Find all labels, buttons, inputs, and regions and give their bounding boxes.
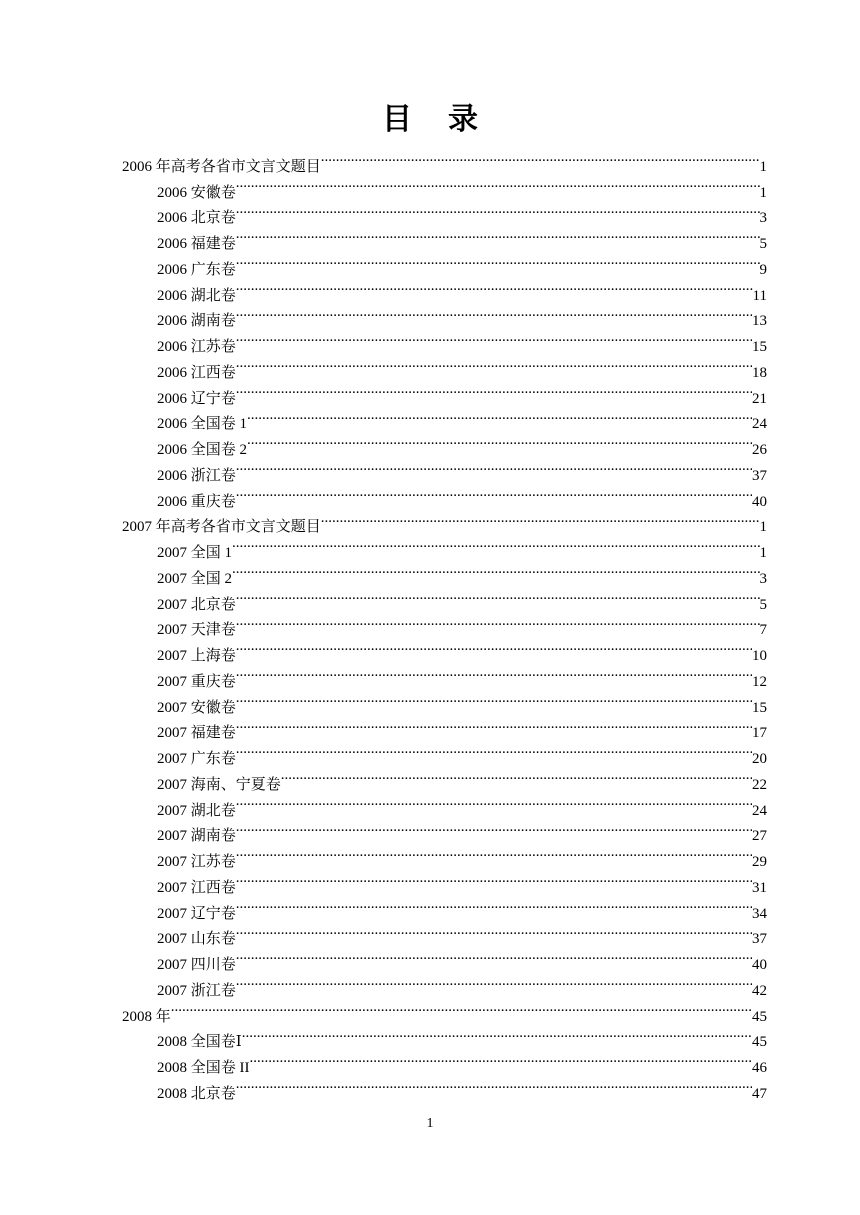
toc-entry-label: 2007 浙江卷 bbox=[157, 982, 236, 999]
toc-entry-page: 15 bbox=[752, 339, 767, 355]
toc-dot-leader bbox=[321, 506, 760, 532]
toc-entry-label: 2007 四川卷 bbox=[157, 957, 236, 973]
toc-dot-leader bbox=[236, 815, 752, 841]
toc-entry-label: 2008 年 bbox=[122, 1008, 171, 1025]
toc-dot-leader bbox=[236, 969, 752, 995]
toc-dot-leader bbox=[232, 531, 759, 557]
toc-dot-leader bbox=[236, 634, 752, 660]
toc-dot-leader bbox=[236, 583, 760, 609]
toc-entry-label: 2006 福建卷 bbox=[157, 236, 236, 252]
toc-entry-label: 2007 湖北卷 bbox=[157, 802, 236, 819]
toc-entry-label: 2008 北京卷 bbox=[157, 1085, 236, 1102]
toc-entry-label: 2006 浙江卷 bbox=[157, 467, 236, 484]
toc-entry-page: 15 bbox=[752, 699, 767, 716]
toc-dot-leader bbox=[236, 686, 752, 712]
toc-entry-label: 2006 年高考各省市文言文题目 bbox=[122, 158, 321, 175]
toc-entry-label: 2006 全国卷 2 bbox=[157, 442, 248, 458]
toc-entry-label: 2007 天津卷 bbox=[157, 622, 236, 639]
toc-entry-label: 2007 山东卷 bbox=[157, 931, 236, 948]
toc-entry-page: 17 bbox=[752, 725, 767, 742]
toc-entry-page: 1 bbox=[759, 184, 767, 201]
toc-entry-label: 2006 广东卷 bbox=[157, 261, 236, 278]
toc-entry-label: 2007 广东卷 bbox=[157, 751, 236, 767]
page-title: 目录 bbox=[382, 102, 514, 137]
toc-entry-label: 2006 重庆卷 bbox=[157, 493, 236, 510]
toc-dot-leader bbox=[236, 918, 752, 944]
toc-entry-label: 2006 辽宁卷 bbox=[157, 390, 236, 407]
toc-dot-leader bbox=[236, 351, 752, 377]
toc-entry-label: 2007 江西卷 bbox=[157, 879, 236, 896]
toc-entry-label: 2008 全国卷 II bbox=[157, 1060, 250, 1076]
toc-dot-leader bbox=[236, 325, 752, 351]
toc-entry-label: 2006 湖北卷 bbox=[157, 287, 236, 304]
toc-dot-leader bbox=[236, 737, 752, 763]
toc-entry-label: 2007 湖南卷 bbox=[157, 828, 236, 845]
toc-dot-leader bbox=[236, 274, 753, 300]
toc-entry-page: 7 bbox=[759, 622, 767, 639]
toc-entry-label: 2007 全国 2 bbox=[157, 570, 233, 587]
toc-dot-leader bbox=[236, 712, 752, 738]
toc-entry-page: 24 bbox=[752, 416, 767, 433]
toc-entry-page: 1 bbox=[759, 519, 767, 536]
toc-entry-label: 2006 北京卷 bbox=[157, 210, 236, 227]
toc-entry-label: 2007 海南、宁夏卷 bbox=[157, 776, 281, 793]
toc-entry-page: 5 bbox=[759, 596, 767, 613]
toc-entry-page: 24 bbox=[752, 802, 767, 819]
toc-dot-leader bbox=[236, 377, 752, 403]
toc-entry[interactable] bbox=[122, 1021, 767, 1051]
toc-entry-page: 27 bbox=[752, 828, 767, 845]
toc-entry-page: 3 bbox=[759, 570, 767, 587]
toc-entry-label: 2007 年高考各省市文言文题目 bbox=[122, 519, 321, 536]
toc-entry-page: 37 bbox=[752, 931, 767, 948]
toc-entry-label: 2007 重庆卷 bbox=[157, 673, 236, 690]
toc-entry-label: 2006 安徽卷 bbox=[157, 184, 236, 201]
toc-entry-page: 40 bbox=[752, 493, 767, 510]
toc-entry-page: 45 bbox=[752, 1034, 767, 1051]
toc-dot-leader bbox=[236, 248, 760, 274]
toc-dot-leader bbox=[236, 197, 760, 223]
toc-entry-label: 2007 辽宁卷 bbox=[157, 905, 236, 922]
toc-dot-leader bbox=[247, 403, 752, 429]
toc-entry-page: 46 bbox=[752, 1060, 767, 1076]
toc-dot-leader bbox=[236, 480, 752, 506]
toc-entry-page: 34 bbox=[752, 905, 767, 922]
toc-dot-leader bbox=[236, 892, 752, 918]
toc-entry-label: 2006 全国卷 1 bbox=[157, 416, 248, 433]
table-of-contents bbox=[122, 145, 767, 1102]
toc-entry-page: 9 bbox=[759, 261, 767, 278]
toc-entry-label: 2007 江苏卷 bbox=[157, 854, 236, 870]
toc-entry-page: 22 bbox=[752, 776, 767, 793]
toc-dot-leader bbox=[247, 428, 752, 454]
toc-entry-label: 2007 福建卷 bbox=[157, 725, 236, 742]
toc-entry-page: 21 bbox=[752, 390, 767, 407]
toc-dot-leader bbox=[236, 171, 760, 197]
toc-entry[interactable] bbox=[122, 145, 767, 175]
toc-entry-page: 26 bbox=[752, 442, 767, 458]
toc-entry-label: 2006 湖南卷 bbox=[157, 313, 236, 330]
toc-entry-page: 10 bbox=[752, 648, 767, 664]
toc-entry-label: 2006 江西卷 bbox=[157, 364, 236, 381]
toc-entry-page: 47 bbox=[752, 1085, 767, 1102]
toc-entry[interactable] bbox=[122, 995, 767, 1025]
toc-entry-page: 1 bbox=[759, 545, 767, 561]
toc-entry-page: 37 bbox=[752, 467, 767, 484]
toc-dot-leader bbox=[232, 557, 759, 583]
toc-entry-page: 20 bbox=[752, 751, 767, 767]
toc-entry-page: 40 bbox=[752, 957, 767, 973]
toc-entry-page: 3 bbox=[759, 210, 767, 227]
toc-entry-page: 12 bbox=[752, 673, 767, 690]
toc-dot-leader bbox=[236, 454, 752, 480]
toc-dot-leader bbox=[250, 1046, 753, 1072]
toc-entry-page: 42 bbox=[752, 982, 767, 999]
toc-dot-leader bbox=[236, 609, 760, 635]
toc-entry-label: 2006 江苏卷 bbox=[157, 339, 236, 355]
toc-dot-leader bbox=[236, 1072, 752, 1098]
toc-dot-leader bbox=[236, 300, 752, 326]
page-number: 1 bbox=[426, 1116, 434, 1131]
toc-entry-label: 2007 上海卷 bbox=[157, 648, 236, 664]
toc-entry-page: 31 bbox=[752, 879, 767, 896]
toc-entry-page: 5 bbox=[759, 236, 767, 252]
toc-entry-page: 29 bbox=[752, 854, 767, 870]
toc-entry-label: 2007 全国 1 bbox=[157, 545, 233, 561]
toc-dot-leader bbox=[236, 866, 752, 892]
toc-entry-page: 11 bbox=[752, 287, 767, 304]
toc-entry-label: 2007 北京卷 bbox=[157, 596, 236, 613]
toc-dot-leader bbox=[236, 660, 752, 686]
toc-dot-leader bbox=[321, 145, 760, 171]
toc-entry-label: 2007 安徽卷 bbox=[157, 699, 236, 716]
toc-entry-page: 18 bbox=[752, 364, 767, 381]
toc-dot-leader bbox=[236, 943, 752, 969]
toc-dot-leader bbox=[236, 222, 760, 248]
toc-entry-page: 1 bbox=[759, 158, 767, 175]
toc-entry-page: 13 bbox=[752, 313, 767, 330]
toc-entry-page: 45 bbox=[752, 1008, 767, 1025]
toc-dot-leader bbox=[281, 763, 752, 789]
toc-dot-leader bbox=[171, 995, 752, 1021]
toc-dot-leader bbox=[236, 840, 752, 866]
toc-dot-leader bbox=[236, 789, 752, 815]
toc-entry-label: 2008 全国卷Ⅰ bbox=[157, 1034, 242, 1051]
toc-dot-leader bbox=[242, 1021, 752, 1047]
